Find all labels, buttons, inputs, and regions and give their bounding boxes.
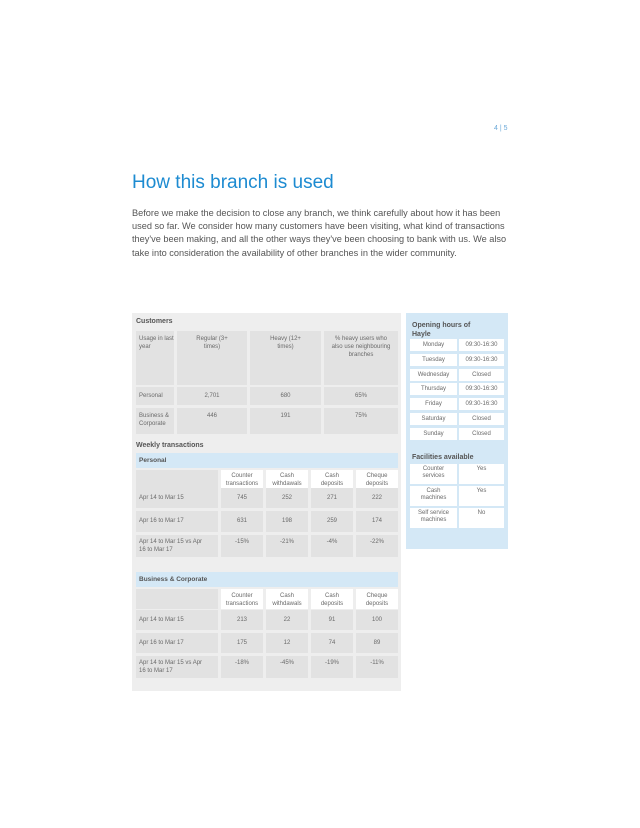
facility-self-service-name: Self service machines — [410, 508, 457, 528]
hours-sunday-day: Sunday — [410, 428, 457, 440]
hours-wednesday-time: Closed — [459, 369, 504, 381]
facility-counter-services-name: Counter services — [410, 464, 457, 484]
business-row-2-cash-deposits: 74 — [311, 633, 353, 653]
customers-header-regular: Regular (3+ times) — [177, 331, 247, 385]
intro-paragraph: Before we make the decision to close any branch, we think carefully about how it has been used so far. We consider how many customers have been visiting, what kind of transactions they've been making, and all the other ways they've been choosing to bank with us. We also take into consideration the availability of other branches in the wider community. — [132, 208, 507, 258]
customers-header-heavy: Heavy (12+ times) — [250, 331, 321, 385]
customers-header-usage: Usage in last year — [136, 331, 174, 385]
personal-row-1-counter: 745 — [221, 488, 263, 508]
business-row-3-cash-deposits: -19% — [311, 656, 353, 678]
personal-row-2-withdrawals: 198 — [266, 511, 308, 532]
personal-row-2-counter: 631 — [221, 511, 263, 532]
personal-row-1-cash-deposits: 271 — [311, 488, 353, 508]
business-header-blank — [136, 589, 218, 609]
customers-row-personal-heavy: 680 — [250, 387, 321, 405]
facility-counter-services-value: Yes — [459, 464, 504, 484]
customers-row-personal-pct: 65% — [324, 387, 398, 405]
personal-subheading-label: Personal — [139, 457, 167, 464]
personal-row-2-cash-deposits: 259 — [311, 511, 353, 532]
business-row-2-cheque-deposits: 89 — [356, 633, 398, 653]
business-row-3-label: Apr 14 to Mar 15 vs Apr 16 to Mar 17 — [136, 656, 218, 678]
customers-row-business-pct: 75% — [324, 408, 398, 434]
customers-heading: Customers — [136, 318, 173, 325]
business-row-3-counter: -18% — [221, 656, 263, 678]
personal-header-cheque-deposits: Cheque deposits — [356, 470, 398, 488]
opening-hours-heading: Opening hours of Hayle — [412, 322, 471, 338]
business-row-3-withdrawals: -45% — [266, 656, 308, 678]
hours-thursday-day: Thursday — [410, 383, 457, 395]
customers-row-personal-label: Personal — [136, 387, 174, 405]
hours-friday-time: 09:30-16:30 — [459, 398, 504, 410]
hours-saturday-day: Saturday — [410, 413, 457, 425]
personal-row-3-withdrawals: -21% — [266, 535, 308, 557]
weekly-heading: Weekly transactions — [136, 442, 204, 449]
business-header-withdrawals: Cash withdawals — [266, 589, 308, 609]
facility-self-service-value: No — [459, 508, 504, 528]
hours-tuesday-time: 09:30-16:30 — [459, 354, 504, 366]
personal-row-1-cheque-deposits: 222 — [356, 488, 398, 508]
customers-row-personal-regular: 2,701 — [177, 387, 247, 405]
personal-header-counter: Counter transactions — [221, 470, 263, 488]
personal-subheading — [136, 453, 398, 468]
customers-row-business-label: Business & Corporate — [136, 408, 174, 434]
business-row-2-label: Apr 16 to Mar 17 — [136, 633, 218, 653]
business-row-1-withdrawals: 22 — [266, 610, 308, 630]
personal-row-1-withdrawals: 252 — [266, 488, 308, 508]
personal-header-blank — [136, 470, 218, 488]
hours-thursday-time: 09:30-16:30 — [459, 383, 504, 395]
business-row-1-cash-deposits: 91 — [311, 610, 353, 630]
hours-sunday-time: Closed — [459, 428, 504, 440]
hours-wednesday-day: Wednesday — [410, 369, 457, 381]
personal-row-3-cash-deposits: -4% — [311, 535, 353, 557]
facility-cash-machines-name: Cash machines — [410, 486, 457, 506]
business-row-1-label: Apr 14 to Mar 15 — [136, 610, 218, 630]
hours-tuesday-day: Tuesday — [410, 354, 457, 366]
hours-monday-day: Monday — [410, 339, 457, 351]
business-row-3-cheque-deposits: -11% — [356, 656, 398, 678]
personal-row-3-label: Apr 14 to Mar 15 vs Apr 16 to Mar 17 — [136, 535, 218, 557]
business-header-cheque-deposits: Cheque deposits — [356, 589, 398, 609]
business-header-cash-deposits: Cash deposits — [311, 589, 353, 609]
customers-row-business-heavy: 191 — [250, 408, 321, 434]
business-row-1-counter: 213 — [221, 610, 263, 630]
business-row-2-counter: 175 — [221, 633, 263, 653]
personal-row-1-label: Apr 14 to Mar 15 — [136, 488, 218, 508]
hours-friday-day: Friday — [410, 398, 457, 410]
personal-row-3-cheque-deposits: -22% — [356, 535, 398, 557]
personal-row-2-cheque-deposits: 174 — [356, 511, 398, 532]
personal-header-withdrawals: Cash withdawals — [266, 470, 308, 488]
facilities-heading: Facilities available — [412, 454, 474, 461]
business-subheading — [136, 572, 398, 587]
business-header-counter: Counter transactions — [221, 589, 263, 609]
customers-row-business-regular: 446 — [177, 408, 247, 434]
hours-saturday-time: Closed — [459, 413, 504, 425]
page-title: How this branch is used — [132, 172, 334, 193]
hours-monday-time: 09:30-16:30 — [459, 339, 504, 351]
customers-header-pct: % heavy users who also use neighbouring branches — [324, 331, 398, 385]
personal-row-2-label: Apr 16 to Mar 17 — [136, 511, 218, 532]
business-subheading-label: Business & Corporate — [139, 576, 208, 583]
business-row-2-withdrawals: 12 — [266, 633, 308, 653]
business-row-1-cheque-deposits: 100 — [356, 610, 398, 630]
personal-header-cash-deposits: Cash deposits — [311, 470, 353, 488]
personal-row-3-counter: -15% — [221, 535, 263, 557]
facility-cash-machines-value: Yes — [459, 486, 504, 506]
page-number: 4 | 5 — [494, 125, 508, 132]
